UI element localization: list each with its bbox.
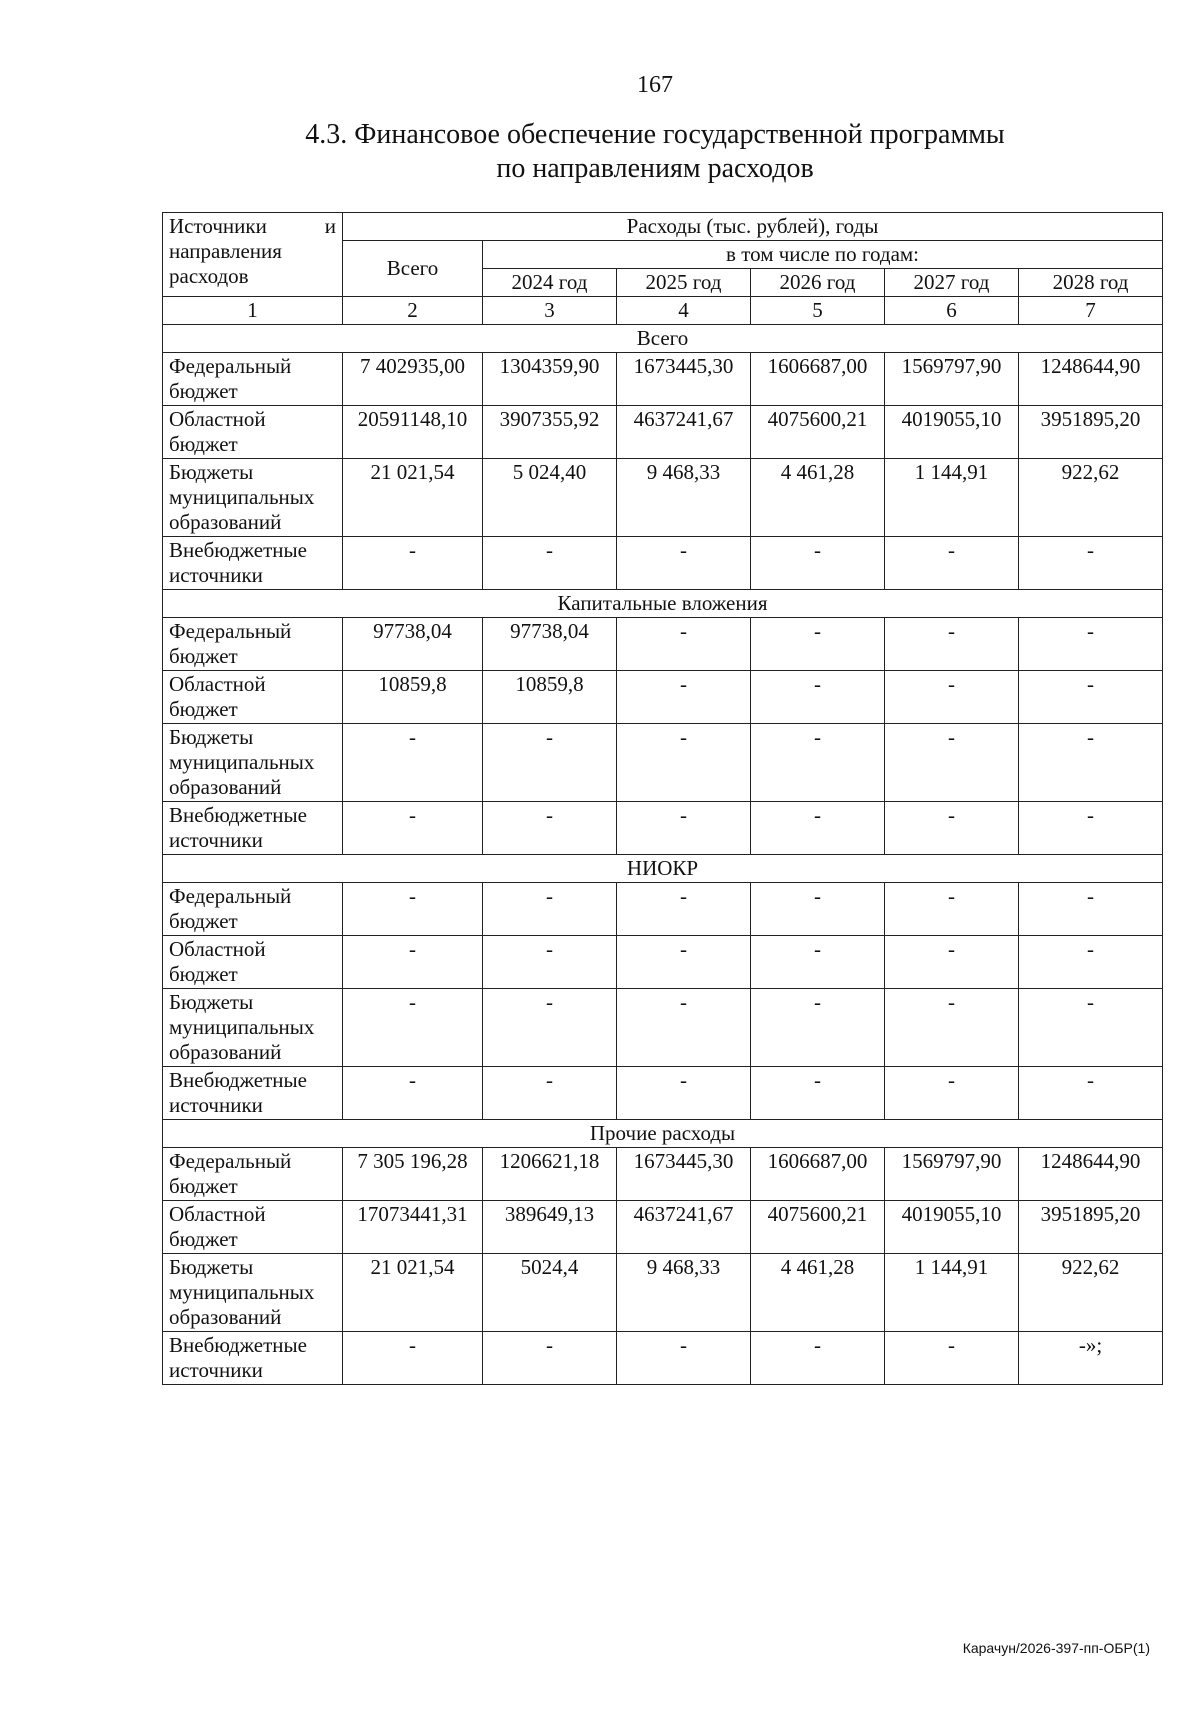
table-cell: 5 024,40 (483, 459, 617, 537)
table-cell: - (617, 802, 751, 855)
column-numbers-row (163, 297, 1163, 325)
row-label: Внебюджетные источники (163, 1067, 343, 1120)
table-cell: - (885, 802, 1019, 855)
table-row (163, 618, 1163, 671)
table-cell: 389649,13 (483, 1201, 617, 1254)
row-label: Внебюджетные источники (163, 1332, 343, 1385)
table-cell: - (1019, 1067, 1163, 1120)
table-cell: 4019055,10 (885, 1201, 1019, 1254)
table-cell: 922,62 (1019, 1254, 1163, 1332)
table-cell: 17073441,31 (343, 1201, 483, 1254)
column-number: 3 (483, 297, 617, 325)
table-row (163, 1332, 1163, 1385)
table-cell: - (343, 1332, 483, 1385)
table-row (163, 1067, 1163, 1120)
table-cell: - (885, 936, 1019, 989)
table-cell: - (1019, 989, 1163, 1067)
section-title: Капитальные вложения (163, 590, 1163, 618)
table-cell: - (483, 989, 617, 1067)
table-cell: - (751, 802, 885, 855)
table-cell: - (751, 989, 885, 1067)
header-sources-word: Источники (169, 214, 267, 238)
table-cell: 1 144,91 (885, 1254, 1019, 1332)
table-cell: 7 305 196,28 (343, 1148, 483, 1201)
page-title (0, 118, 1200, 186)
table-cell: 3951895,20 (1019, 1201, 1163, 1254)
table-cell: - (751, 671, 885, 724)
table-row (163, 406, 1163, 459)
row-label: Областной бюджет (163, 671, 343, 724)
table-cell: - (483, 802, 617, 855)
table-cell: - (617, 671, 751, 724)
table-cell: 1304359,90 (483, 353, 617, 406)
row-label: Внебюджетные источники (163, 802, 343, 855)
page-number: 167 (637, 72, 673, 98)
table-row (163, 1201, 1163, 1254)
table-cell: 10859,8 (483, 671, 617, 724)
table-cell: - (885, 671, 1019, 724)
table-cell: -»; (1019, 1332, 1163, 1385)
section-title: Прочие расходы (163, 1120, 1163, 1148)
column-number: 7 (1019, 297, 1163, 325)
title-line-1: 4.3. Финансовое обеспечение государственной программы (305, 119, 1005, 150)
table-cell: 922,62 (1019, 459, 1163, 537)
table-cell: - (751, 936, 885, 989)
table-cell: - (751, 537, 885, 590)
row-label: Федеральный бюджет (163, 618, 343, 671)
table-cell: 4 461,28 (751, 459, 885, 537)
section-row (163, 1120, 1163, 1148)
table-cell: 1569797,90 (885, 353, 1019, 406)
table-cell: 3907355,92 (483, 406, 617, 459)
table-row (163, 1148, 1163, 1201)
table-cell: 5024,4 (483, 1254, 617, 1332)
table-cell: 7 402935,00 (343, 353, 483, 406)
table-row (163, 802, 1163, 855)
table-cell: - (483, 883, 617, 936)
table-cell: 9 468,33 (617, 459, 751, 537)
header-expenses: Расходы (тыс. рублей), годы (343, 213, 1163, 241)
column-number: 5 (751, 297, 885, 325)
table-row (163, 989, 1163, 1067)
table-cell: - (885, 989, 1019, 1067)
section-row (163, 590, 1163, 618)
table-cell: 4637241,67 (617, 1201, 751, 1254)
table-cell: 20591148,10 (343, 406, 483, 459)
table-cell: - (751, 883, 885, 936)
table-cell: - (751, 1067, 885, 1120)
table-cell: - (885, 618, 1019, 671)
row-label: Федеральный бюджет (163, 1148, 343, 1201)
header-expenses-word: расходов (169, 264, 249, 288)
table-cell: - (751, 1332, 885, 1385)
table-cell: 4019055,10 (885, 406, 1019, 459)
column-number: 4 (617, 297, 751, 325)
table-cell: - (343, 802, 483, 855)
table-cell: 1248644,90 (1019, 353, 1163, 406)
table-cell: 1206621,18 (483, 1148, 617, 1201)
table-cell: - (617, 618, 751, 671)
section-title: НИОКР (163, 855, 1163, 883)
table-cell: 1673445,30 (617, 1148, 751, 1201)
table-cell: - (617, 1067, 751, 1120)
table-cell: - (885, 1067, 1019, 1120)
table-row (163, 724, 1163, 802)
table-cell: 3951895,20 (1019, 406, 1163, 459)
table-row (163, 537, 1163, 590)
row-label: Внебюджетные источники (163, 537, 343, 590)
row-label: Областной бюджет (163, 936, 343, 989)
table-row (163, 1254, 1163, 1332)
table-cell: - (1019, 802, 1163, 855)
table-cell: 1248644,90 (1019, 1148, 1163, 1201)
table-cell: - (1019, 537, 1163, 590)
table-cell: - (483, 724, 617, 802)
table-cell: - (483, 537, 617, 590)
table-cell: - (617, 537, 751, 590)
table-cell: - (617, 936, 751, 989)
table-cell: - (483, 1332, 617, 1385)
financing-table (162, 212, 1163, 1385)
column-number: 6 (885, 297, 1019, 325)
row-label: Бюджеты муниципальных образований (163, 459, 343, 537)
header-year: 2024 год (483, 269, 617, 297)
table-cell: 21 021,54 (343, 1254, 483, 1332)
table-cell: - (1019, 671, 1163, 724)
header-sources-and: и (324, 214, 336, 238)
table-cell: - (343, 1067, 483, 1120)
table-cell: - (1019, 618, 1163, 671)
table-cell: 1606687,00 (751, 353, 885, 406)
table-cell: - (617, 1332, 751, 1385)
column-number: 1 (163, 297, 343, 325)
title-line-2: по направлениям расходов (496, 153, 814, 184)
table-cell: 1 144,91 (885, 459, 1019, 537)
table-cell: 1569797,90 (885, 1148, 1019, 1201)
table-cell: 10859,8 (343, 671, 483, 724)
table-cell: - (343, 883, 483, 936)
column-number: 2 (343, 297, 483, 325)
row-label: Областной бюджет (163, 406, 343, 459)
table-cell: - (343, 537, 483, 590)
header-year: 2026 год (751, 269, 885, 297)
document-code: Карачун/2026-397-пп-ОБР(1) (962, 1640, 1150, 1656)
table-cell: - (885, 537, 1019, 590)
table-cell: 4075600,21 (751, 406, 885, 459)
header-directions-word: направления (169, 239, 282, 263)
table-cell: 4075600,21 (751, 1201, 885, 1254)
table-cell: - (885, 883, 1019, 936)
table-row (163, 459, 1163, 537)
section-row (163, 855, 1163, 883)
table-cell: - (751, 618, 885, 671)
table-cell: 97738,04 (483, 618, 617, 671)
table-cell: 21 021,54 (343, 459, 483, 537)
header-year: 2025 год (617, 269, 751, 297)
table-cell: 1673445,30 (617, 353, 751, 406)
table-cell: - (1019, 724, 1163, 802)
row-label: Федеральный бюджет (163, 883, 343, 936)
table-cell: 4637241,67 (617, 406, 751, 459)
table-cell: 97738,04 (343, 618, 483, 671)
row-label: Бюджеты муниципальных образований (163, 989, 343, 1067)
header-total: Всего (343, 241, 483, 297)
table-cell: - (617, 883, 751, 936)
table-row (163, 936, 1163, 989)
table-cell: - (617, 724, 751, 802)
row-label: Бюджеты муниципальных образований (163, 1254, 343, 1332)
table-cell: 4 461,28 (751, 1254, 885, 1332)
table-row (163, 883, 1163, 936)
table-cell: - (483, 936, 617, 989)
row-label: Бюджеты муниципальных образований (163, 724, 343, 802)
header-year: 2027 год (885, 269, 1019, 297)
table-cell: - (885, 724, 1019, 802)
table-cell: 1606687,00 (751, 1148, 885, 1201)
section-row (163, 325, 1163, 353)
header-year: 2028 год (1019, 269, 1163, 297)
header-by-years: в том числе по годам: (483, 241, 1163, 269)
table-cell: - (1019, 883, 1163, 936)
row-label: Областной бюджет (163, 1201, 343, 1254)
table-cell: - (617, 989, 751, 1067)
table-cell: - (483, 1067, 617, 1120)
table-cell: - (343, 936, 483, 989)
table-cell: - (343, 989, 483, 1067)
table-cell: 9 468,33 (617, 1254, 751, 1332)
header-sources (163, 213, 343, 297)
table-row (163, 671, 1163, 724)
table-cell: - (751, 724, 885, 802)
table-cell: - (343, 724, 483, 802)
section-title: Всего (163, 325, 1163, 353)
table-cell: - (1019, 936, 1163, 989)
table-cell: - (885, 1332, 1019, 1385)
row-label: Федеральный бюджет (163, 353, 343, 406)
table-row (163, 353, 1163, 406)
table-body (163, 325, 1163, 1385)
